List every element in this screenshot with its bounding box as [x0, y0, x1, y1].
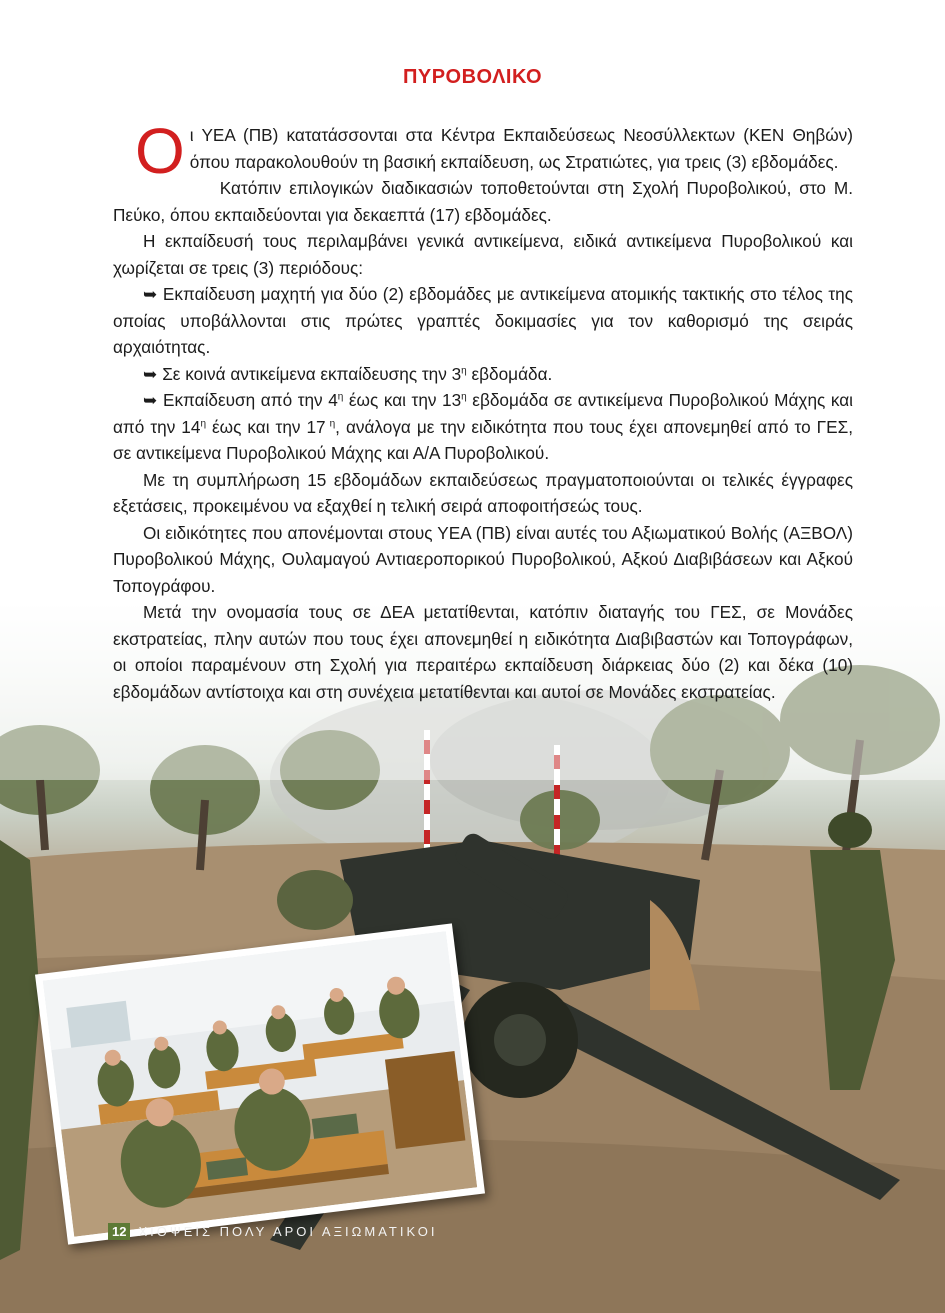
paragraph-specialties: Οι ειδικότητες που απονέμονται στους ΥΕΑ (ΠΒ) είναι αυτές του Αξιωματικού Βολής (ΑΞΒΟΛ) Πυροβολικού Μάχης, Ουλαμαγού Αντιαεροπορικού Πυροβολικού, Αξκού Διαβιβάσεων και Αξκού Τοπογράφου.	[113, 522, 853, 596]
intro-paragraph	[113, 115, 853, 187]
drop-cap: Ο	[135, 115, 185, 187]
classroom-scene	[43, 931, 477, 1237]
paragraph-training-school: Κατόπιν επιλογικών διαδικασιών τοποθετούνται στη Σχολή Πυροβολικού, στο Μ. Πεύκο, όπου εκπαιδεύονται για δεκαεπτά (17) εβδομάδες.	[113, 178, 853, 225]
page-footer	[108, 1223, 437, 1243]
bullet-combat-training: ➥ Εκπαίδευση μαχητή για δύο (2) εβδομάδες με αντικείμενα ατομικής τακτικής στο τέλος της οποίας υποβάλλονται στις πρώτες γραπτές δοκιμασίες για τον καθορισμό της σειράς αρχαιότητας.	[113, 284, 853, 357]
page-title: ΠΥΡΟΒΟΛΙΚΟ	[402, 66, 543, 88]
bullet-specialty-training: ➥ Εκπαίδευση από την $4^\eta$ έως και την $13^\eta$ εβδομάδα σε αντικείμενα Πυροβολικού Μάχης και από την $14^\eta$ έως και την 17 $^\eta$, ανάλογα με την ειδικότητα που τους έχει απονεμηθεί από το ΓΕΣ, σε αντικείμενα Πυροβολικού Μάχης και Α/Α Πυροβολικού.	[113, 390, 854, 463]
paragraph-final-exams: Με τη συμπλήρωση 15 εβδομάδων εκπαιδεύσεως πραγματοποιούνται οι τελικές έγγραφες εξετάσεις, προκειμένου να εξαχθεί η τελική σειρά αποφοιτήσεώς τους.	[113, 469, 853, 516]
arrow-bullet-icon: ➥	[143, 363, 158, 384]
running-title: ΧΙΟΨΕΙΣ ΠΟΛΥ ΑΡΟΙ ΑΞΙΩΜΑΤΙΚΟΙ	[138, 1224, 438, 1239]
bullet-common-subjects: ➥ Σε κοινά αντικείμενα εκπαίδευσης την $3^\eta$ εβδομάδα.	[143, 363, 553, 384]
classroom-inset-photo	[35, 923, 485, 1244]
arrow-bullet-icon: ➥	[143, 284, 158, 304]
arrow-bullet-icon: ➥	[143, 390, 158, 410]
paragraph-training-periods: Η εκπαίδευσή τους περιλαμβάνει γενικά αντικείμενα, ειδικά αντικείμενα Πυροβολικού και χωρίζεται σε τρεις (3) περιόδους:	[113, 231, 853, 278]
page-number: 12	[108, 1223, 130, 1240]
paragraph-assignment: Μετά την ονομασία τους σε ΔΕΑ μετατίθενται, κατόπιν διαταγής του ΓΕΣ, σε Μονάδες εκστρατείας, πλην αυτών που τους έχει απονεμηθεί η ειδικότητα Διαβιβαστών και Τοπογράφων, οι οποίοι παραμένουν στη Σχολή για περαιτέρω εκπαίδευση διάρκειας δύο (2) και δέκα (10) εβδομάδων αντίστοιχα και στη συνέχεια μετατίθενται και αυτοί σε Μονάδες εκστρατείας.	[113, 602, 853, 702]
intro-text: ι ΥΕΑ (ΠΒ) κατατάσσονται στα Κέντρα Εκπαιδεύσεως Νεοσύλλεκτων (ΚΕΝ Θηβών) όπου παρακολουθούν τη βασική εκπαίδευση, ως Στρατιώτες, για τρεις (3) εβδομάδες.	[189, 125, 853, 172]
article-body	[113, 115, 854, 705]
